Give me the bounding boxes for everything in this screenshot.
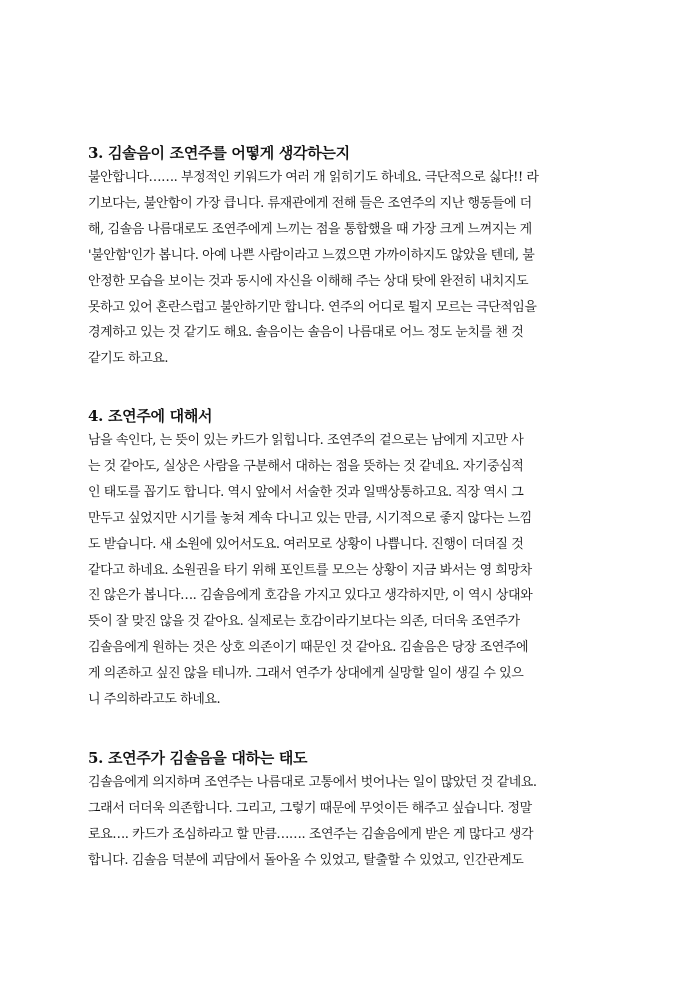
section-body [88,428,614,713]
paragraph-line: 같기도 하고요. [88,351,169,367]
paragraph-line: 기보다는, 불안함이 가장 큽니다. 류재관에게 전해 들은 조연주의 지난 행동들에 더 [88,195,532,211]
paragraph-line: 김솔음에게 의지하며 조연주는 나름대로 고통에서 벗어나는 일이 많았던 것 같네요. [88,775,537,790]
paragraph-line: 로요…. 카드가 조심하라고 할 만큼……. 조연주는 김솔음에게 받은 게 많다고 생각 [88,826,534,842]
paragraph-line: 합니다. 김솔음 덕분에 괴담에서 돌아올 수 있었고, 탈출할 수 있었고, 인간관계도 [88,852,524,868]
paragraph-line: 뜻이 잘 맞진 않을 것 같아요. 실제로는 호감이라기보다는 의존, 더더욱 조연주가 [88,614,520,630]
section-3 [88,141,614,372]
paragraph-line: 니 주의하라고도 하네요. [88,692,221,708]
paragraph-line: 김솔음에게 원하는 것은 상호 의존이기 때문인 것 같아요. 김솔음은 당장 조연주에 [88,640,529,656]
section-body [88,165,614,372]
paragraph-line: 진 않은가 봅니다…. 김솔음에게 호감을 가지고 있다고 생각하지만, 이 역시 상대와 [88,588,533,604]
paragraph-line: '불안함'인가 봅니다. 아예 나쁜 사람이라고 느꼈으면 가까이하지도 않았을 텐데, 불 [88,247,535,263]
paragraph-line: 는 것 같아도, 실상은 사람을 구분해서 대하는 점을 뜻하는 것 같네요. 자기중심적 [88,458,524,474]
paragraph-line: 경계하고 있는 것 같기도 해요. 솔음이는 솔음이 나름대로 어느 정도 눈치를 챈 것 [88,325,524,341]
section-heading: 5. 조연주가 김솔음을 대하는 태도 [88,749,308,767]
section-heading: 4. 조연주에 대해서 [88,407,213,425]
section-4 [88,404,614,713]
paragraph-line: 못하고 있어 혼란스럽고 불안하기만 합니다. 연주의 어디로 튈지 모르는 극단적임을 [88,299,537,315]
paragraph-line: 도 받습니다. 새 소원에 있어서도요. 여러모로 상황이 나쁩니다. 진행이 더뎌질 것 [88,536,524,552]
paragraph-line: 같다고 하네요. 소원권을 타기 위해 포인트를 모으는 상황이 지금 봐서는 영 희망차 [88,562,532,578]
paragraph-line: 인 태도를 꼽기도 합니다. 역시 앞에서 서술한 것과 일맥상통하고요. 직장 역시 그 [88,484,524,500]
paragraph-line: 불안합니다……. 부정적인 키워드가 여러 개 읽히기도 하네요. 극단적으로 싫다!! 라 [88,170,539,185]
section-5 [88,746,614,874]
paragraph-line: 그래서 더더욱 의존합니다. 그리고, 그렇기 때문에 무엇이든 해주고 싶습니다. 정말 [88,800,532,816]
paragraph-line: 안정한 모습을 보이는 것과 동시에 자신을 이해해 주는 상대 탓에 완전히 내치지도 [88,273,529,289]
paragraph-line: 만두고 싶었지만 시기를 놓쳐 계속 다니고 있는 만큼, 시기적으로 좋지 않다는 느낌 [88,510,532,526]
paragraph-line: 해, 김솔음 나름대로도 조연주에게 느끼는 점을 통합했을 때 가장 크게 느껴지는 게 [88,221,532,237]
paragraph-line: 게 의존하고 싶진 않을 테니까. 그래서 연주가 상대에게 실망할 일이 생길 수 있으 [88,666,524,682]
section-body [88,770,614,874]
section-heading: 3. 김솔음이 조연주를 어떻게 생각하는지 [88,144,350,162]
paragraph-line: 남을 속인다, 는 뜻이 있는 카드가 읽힙니다. 조연주의 겉으로는 남에게 지고만 사 [88,433,524,448]
